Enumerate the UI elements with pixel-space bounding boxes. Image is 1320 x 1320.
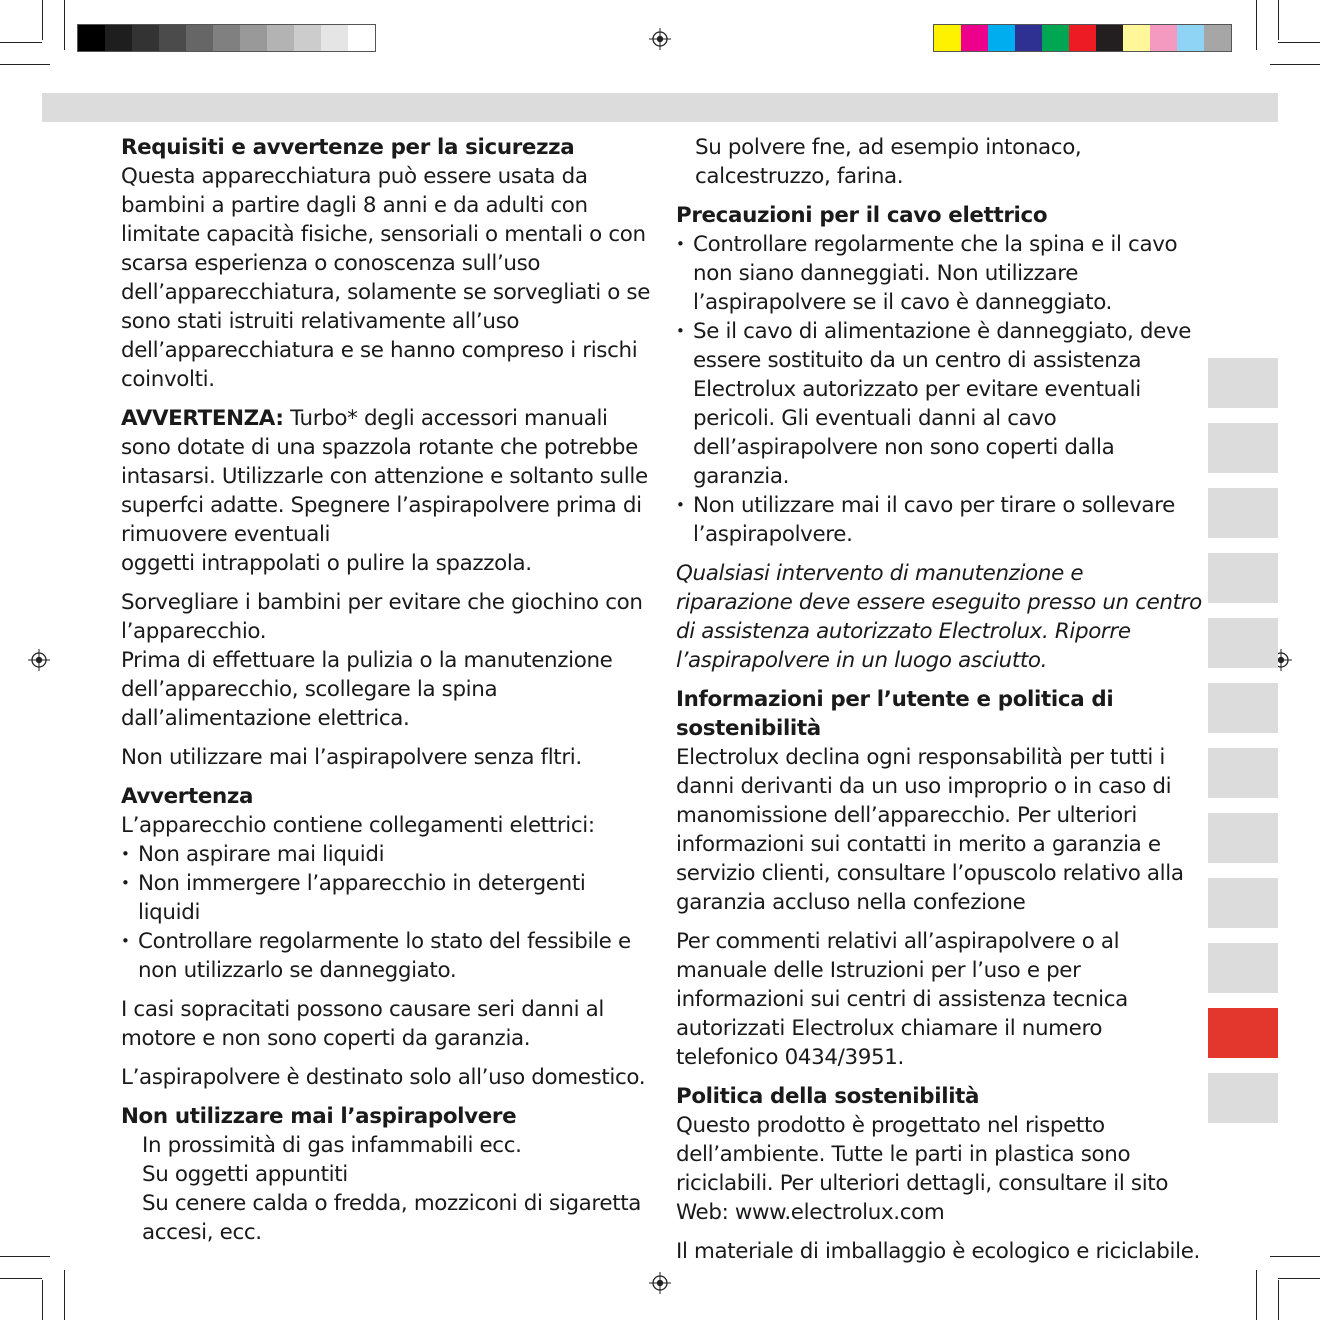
crop-mark <box>0 42 42 43</box>
gray-swatch <box>321 25 348 51</box>
never-use-item: Su cenere calda o fredda, mozziconi di sigaretta accesi, ecc. <box>142 1191 642 1245</box>
language-tab[interactable] <box>1208 683 1278 733</box>
list-item: • Se il cavo di alimentazione è danneggiato, deve essere sostituito da un centro di assistenza Electrolux autorizzato per evitare eventuali pericoli. Gli eventuali danni al cavo dell’aspirapolvere non sono coperti dalla garanzia. <box>676 317 1206 491</box>
never-use-heading: Non utilizzare mai l’aspirapolvere <box>121 1104 517 1129</box>
no-filters-paragraph: Non utilizzare mai l’aspirapolvere senza fltri. <box>121 745 582 770</box>
page-header-band <box>42 93 1278 122</box>
sustainability-section <box>676 1082 1206 1227</box>
gray-swatch <box>240 25 267 51</box>
color-swatch <box>1069 25 1096 51</box>
gray-swatch <box>78 25 105 51</box>
list-item: • Non immergere l’apparecchio in detergenti liquidi <box>121 869 651 927</box>
language-tab[interactable] <box>1208 423 1278 473</box>
gray-swatch <box>132 25 159 51</box>
crop-mark <box>1278 1280 1279 1320</box>
caution-list <box>121 840 651 985</box>
language-tab[interactable] <box>1208 813 1278 863</box>
crop-mark <box>1278 0 1279 40</box>
crop-mark <box>1256 1270 1257 1320</box>
service-note: Qualsiasi intervento di manutenzione e riparazione deve essere eseguito presso un centro di assistenza autorizzato Electrolux. Riporre l’aspirapolvere in un luogo asciutto. <box>676 561 1202 673</box>
language-tab[interactable] <box>1208 748 1278 798</box>
gray-swatch <box>294 25 321 51</box>
crop-mark <box>1270 1256 1320 1257</box>
warning-label: AVVERTENZA: <box>121 406 284 431</box>
gray-swatch <box>186 25 213 51</box>
cable-list <box>676 230 1206 549</box>
color-swatch <box>1204 25 1231 51</box>
crop-mark <box>1256 0 1257 50</box>
caution-intro: L’apparecchio contiene collegamenti elettrici: <box>121 813 595 838</box>
language-tab[interactable] <box>1208 878 1278 928</box>
domestic-paragraph: L’aspirapolvere è destinato solo all’uso domestico. <box>121 1065 646 1090</box>
color-swatch <box>1042 25 1069 51</box>
language-tab[interactable] <box>1208 1073 1278 1123</box>
gray-swatch <box>348 25 375 51</box>
warning-text-continued: oggetti intrappolati o pulire la spazzola. <box>121 551 532 576</box>
crop-mark <box>42 0 43 40</box>
packaging-paragraph: Il materiale di imballaggio è ecologico e riciclabile. <box>676 1239 1200 1264</box>
crop-mark <box>0 64 50 65</box>
language-tab-active[interactable] <box>1208 1008 1278 1058</box>
language-tab[interactable] <box>1208 618 1278 668</box>
warning-paragraph <box>121 404 651 578</box>
never-use-item-continued: Su polvere fne, ad esempio intonaco, calcestruzzo, farina. <box>695 135 1082 189</box>
color-swatch <box>1150 25 1177 51</box>
gray-swatch <box>213 25 240 51</box>
left-column <box>121 133 651 1247</box>
safety-paragraph: Questa apparecchiatura può essere usata da bambini a partire dagli 8 anni e da adulti con limitate capacità fisiche, sensoriali o mentali o con scarsa esperienza o conoscenza sull’uso dell’apparecchiatura, solamente se sorvegliati o se sono stati istruiti relativamente all’uso dell’apparecchiatura e se hanno compreso i rischi coinvolti. <box>121 164 651 392</box>
caution-heading: Avvertenza <box>121 784 254 809</box>
gray-swatch <box>105 25 132 51</box>
gray-swatch <box>267 25 294 51</box>
safety-heading: Requisiti e avvertenze per la sicurezza <box>121 135 575 160</box>
never-use-item: Su oggetti appuntiti <box>142 1162 348 1187</box>
list-item: • Non aspirare mai liquidi <box>121 840 651 869</box>
language-tabs <box>1208 358 1278 1138</box>
cable-heading: Precauzioni per il cavo elettrico <box>676 203 1048 228</box>
children-section <box>121 588 651 733</box>
right-column <box>676 133 1206 1276</box>
crop-mark <box>1278 1278 1320 1279</box>
caution-section <box>121 782 651 985</box>
comments-paragraph: Per commenti relativi all’aspirapolvere o al manuale delle Istruzioni per l’uso e per informazioni sui centri di assistenza tecnica autorizzati Electrolux chiamare il numero telefonico 0434/3951. <box>676 929 1128 1070</box>
color-swatch <box>1096 25 1123 51</box>
sustainability-paragraph: Questo prodotto è progettato nel rispetto dell’ambiente. Tutte le parti in plastica sono riciclabili. Per ulteriori dettagli, consultare il sito Web: www.electrolux.com <box>676 1113 1169 1225</box>
language-tab[interactable] <box>1208 358 1278 408</box>
crop-mark <box>42 1280 43 1320</box>
color-swatch <box>988 25 1015 51</box>
crop-mark <box>0 1256 50 1257</box>
info-heading: Informazioni per l’utente e politica di sostenibilità <box>676 687 1114 741</box>
crop-mark <box>1278 42 1320 43</box>
gray-swatch <box>159 25 186 51</box>
never-use-section <box>121 1102 651 1247</box>
language-tab[interactable] <box>1208 943 1278 993</box>
crop-mark <box>0 1278 42 1279</box>
children-paragraph: Sorvegliare i bambini per evitare che giochino con l’apparecchio. <box>121 590 643 644</box>
warning-text: Turbo* degli accessori manuali sono dotate di una spazzola rotante che potrebbe intasarsi. Utilizzarle con attenzione e soltanto sulle superfci adatte. Spegnere l’aspirapolvere prima di rimuovere eventuali <box>121 406 648 547</box>
registration-mark-icon <box>649 28 671 50</box>
language-tab[interactable] <box>1208 488 1278 538</box>
crop-mark <box>64 0 65 50</box>
cable-section <box>676 201 1206 549</box>
list-item: • Controllare regolarmente lo stato del fessibile e non utilizzarlo se danneggiato. <box>121 927 651 985</box>
never-use-item: In prossimità di gas infammabili ecc. <box>142 1133 522 1158</box>
list-item: • Controllare regolarmente che la spina e il cavo non siano danneggiati. Non utilizzare l’aspirapolvere se il cavo è danneggiato. <box>676 230 1206 317</box>
color-swatch <box>1177 25 1204 51</box>
safety-section <box>121 133 651 394</box>
color-swatch <box>961 25 988 51</box>
crop-mark <box>64 1270 65 1320</box>
registration-mark-icon <box>649 1272 671 1294</box>
unplug-paragraph: Prima di effettuare la pulizia o la manutenzione dell’apparecchio, scollegare la spina dall’alimentazione elettrica. <box>121 648 613 731</box>
color-swatch <box>1015 25 1042 51</box>
info-section <box>676 685 1206 917</box>
list-item: • Non utilizzare mai il cavo per tirare o sollevare l’aspirapolvere. <box>676 491 1206 549</box>
language-tab[interactable] <box>1208 553 1278 603</box>
info-paragraph: Electrolux declina ogni responsabilità per tutti i danni derivanti da un uso improprio o in caso di manomissione dell’apparecchio. Per ulteriori informazioni sui contatti in merito a garanzia e servizio clienti, consultare l’opuscolo relativo alla garanzia accluso nella confezione <box>676 745 1184 915</box>
registration-mark-icon <box>28 649 50 671</box>
color-swatch <box>934 25 961 51</box>
sustainability-heading: Politica della sostenibilità <box>676 1084 980 1109</box>
damage-paragraph: I casi sopracitati possono causare seri danni al motore e non sono coperti da garanzia. <box>121 997 604 1051</box>
crop-mark <box>1270 64 1320 65</box>
color-calibration-bar <box>933 24 1232 52</box>
grayscale-calibration-bar <box>77 24 376 52</box>
color-swatch <box>1123 25 1150 51</box>
